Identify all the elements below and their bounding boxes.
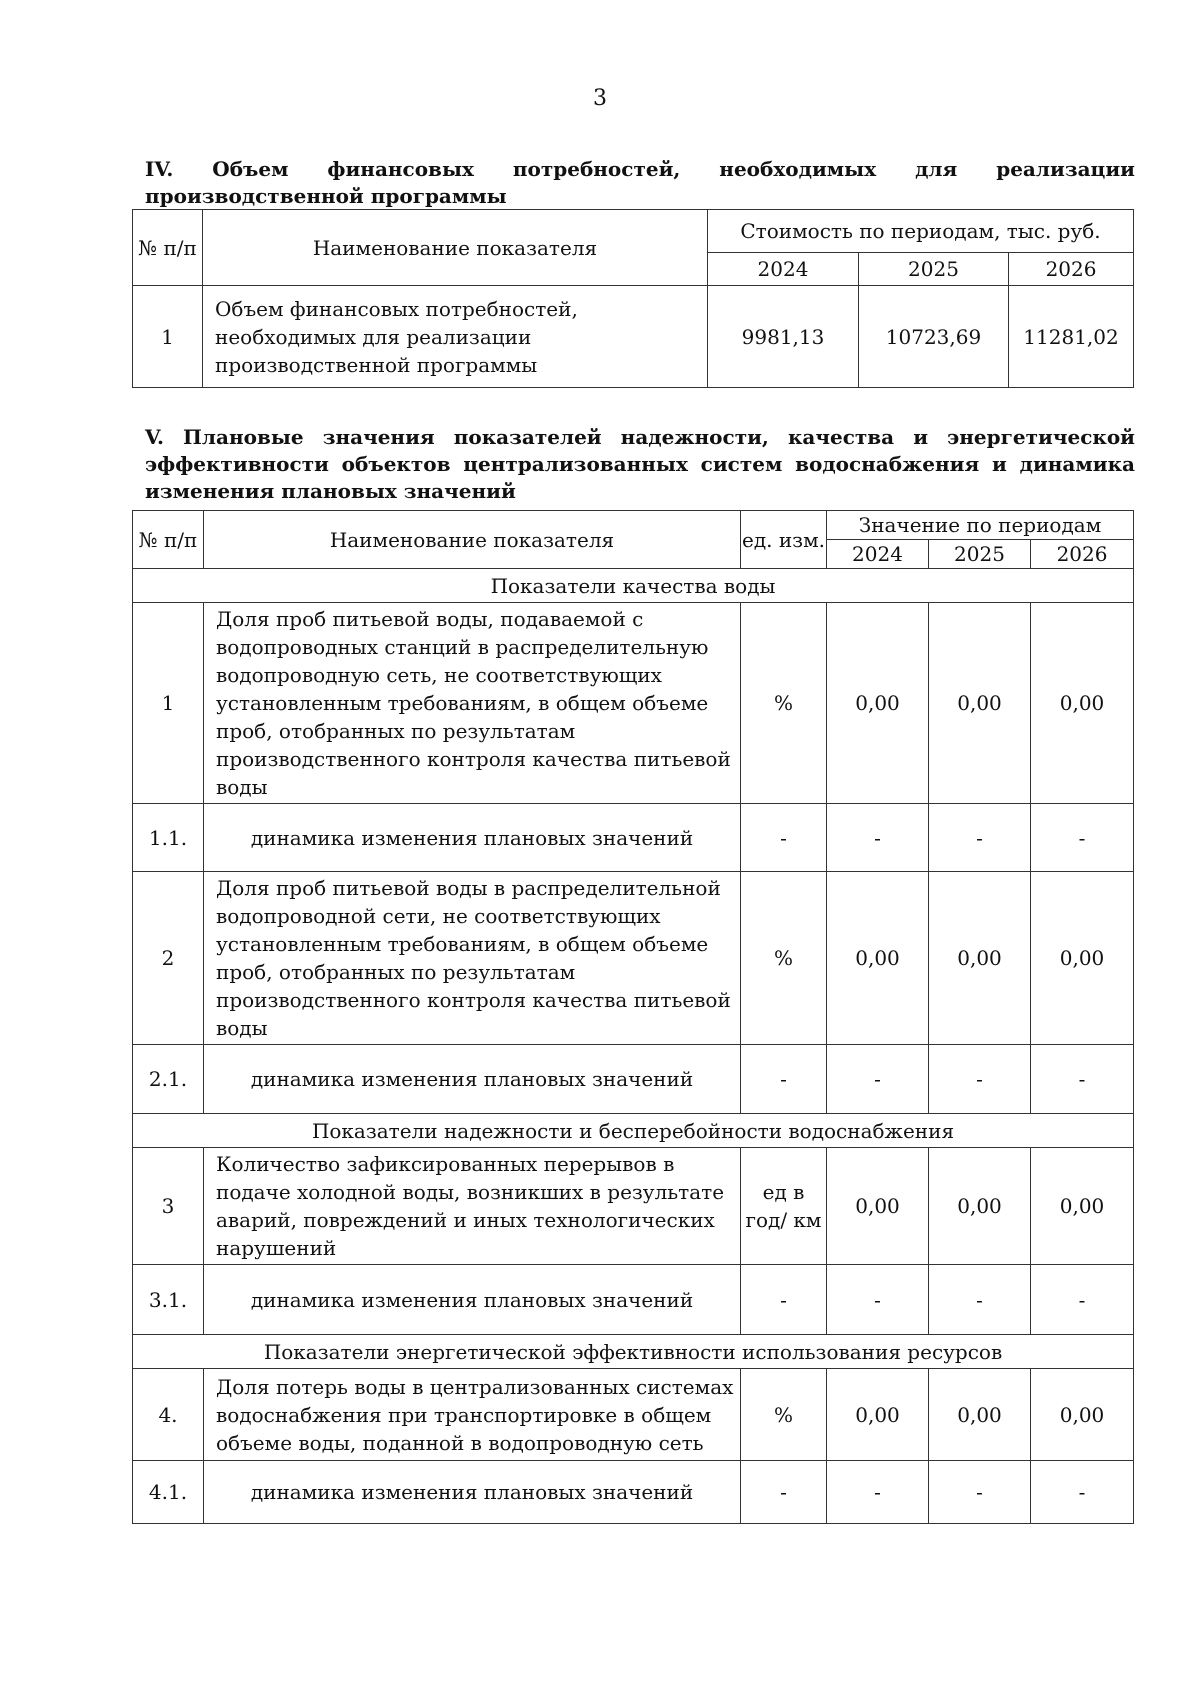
table-row [133,1461,1134,1524]
row-name: динамика изменения плановых значений [204,804,741,872]
section-4-title: IV. Объем финансовых потребностей, необходимых для реализации производственной программы [145,157,1135,208]
row-value: 0,00 [1031,872,1134,1045]
row-value: 9981,13 [708,286,859,388]
row-value: 11281,02 [1009,286,1134,388]
header-year: 2024 [827,540,929,569]
header-year: 2025 [859,253,1009,286]
row-value: - [827,1461,929,1524]
header-value-group: Значение по периодам [827,511,1134,540]
header-unit: ед. изм. [741,511,827,569]
row-value: 0,00 [827,1369,929,1461]
row-unit: % [741,1369,827,1461]
row-value: - [827,1045,929,1114]
group-row [133,569,1134,603]
table-row [133,1369,1134,1461]
row-num: 1 [133,286,203,388]
row-name: Количество зафиксированных перерывов в подаче холодной воды, возникших в результате аварий, повреждений и иных технологических нарушений [204,1148,741,1265]
page-number: 3 [593,86,607,111]
header-cost-group: Стоимость по периодам, тыс. руб. [708,210,1134,253]
row-num: 1.1. [133,804,204,872]
row-value: - [1031,1045,1134,1114]
section-5-title: V. Плановые значения показателей надежности, качества и энергетической эффективности объектов централизованных систем водоснабжения и динамика изменения плановых значений [145,425,1135,503]
row-value: - [929,804,1031,872]
header-name: Наименование показателя [203,210,708,286]
row-name: Доля проб питьевой воды в распределительной водопроводной сети, не соответствующих установленным требованиям, в общем объеме проб, отобранных по результатам производственного контроля качества питьевой воды [204,872,741,1045]
row-value: - [1031,1265,1134,1335]
header-num: № п/п [133,210,203,286]
group-row [133,1335,1134,1369]
table-row [133,1265,1134,1335]
row-name: Доля потерь воды в централизованных системах водоснабжения при транспортировке в общем объеме воды, поданной в водопроводную сеть [204,1369,741,1461]
row-name: динамика изменения плановых значений [204,1461,741,1524]
row-value: 0,00 [827,1148,929,1265]
row-unit: - [741,1265,827,1335]
row-value: 0,00 [1031,603,1134,804]
row-value: 0,00 [1031,1148,1134,1265]
row-value: - [929,1265,1031,1335]
row-num: 4.1. [133,1461,204,1524]
row-num: 3.1. [133,1265,204,1335]
row-num: 4. [133,1369,204,1461]
row-num: 1 [133,603,204,804]
table-row [133,1045,1134,1114]
row-value: - [1031,804,1134,872]
financial-needs-table [132,209,1134,388]
group-row [133,1114,1134,1148]
row-value: 0,00 [929,603,1031,804]
row-unit: % [741,603,827,804]
row-unit: - [741,1045,827,1114]
row-value: - [827,804,929,872]
row-value: 10723,69 [859,286,1009,388]
table-row [133,872,1134,1045]
header-year: 2025 [929,540,1031,569]
row-num: 3 [133,1148,204,1265]
row-value: 0,00 [827,603,929,804]
table-row [133,603,1134,804]
row-value: - [929,1045,1031,1114]
row-name: Доля проб питьевой воды, подаваемой с водопроводных станций в распределительную водопроводную сеть, не соответствующих установленным требованиям, в общем объеме проб, отобранных по результатам производственного контроля качества питьевой воды [204,603,741,804]
row-unit: - [741,1461,827,1524]
row-value: 0,00 [827,872,929,1045]
group-title: Показатели энергетической эффективности использования ресурсов [133,1335,1134,1369]
row-value: 0,00 [1031,1369,1134,1461]
row-unit: % [741,872,827,1045]
row-value: 0,00 [929,1369,1031,1461]
table-row [133,286,1134,388]
table-row [133,804,1134,872]
table-row [133,1148,1134,1265]
row-num: 2.1. [133,1045,204,1114]
row-name: динамика изменения плановых значений [204,1265,741,1335]
row-value: - [827,1265,929,1335]
header-year: 2026 [1031,540,1134,569]
row-unit: - [741,804,827,872]
row-value: 0,00 [929,872,1031,1045]
header-num: № п/п [133,511,204,569]
group-title: Показатели качества воды [133,569,1134,603]
header-name: Наименование показателя [204,511,741,569]
row-name: динамика изменения плановых значений [204,1045,741,1114]
header-year: 2024 [708,253,859,286]
indicators-table [132,510,1134,1524]
row-value: - [1031,1461,1134,1524]
header-year: 2026 [1009,253,1134,286]
group-title: Показатели надежности и бесперебойности водоснабжения [133,1114,1134,1148]
row-num: 2 [133,872,204,1045]
row-name: Объем финансовых потребностей, необходимых для реализации производственной программы [203,286,708,388]
row-value: 0,00 [929,1148,1031,1265]
row-value: - [929,1461,1031,1524]
row-unit: ед в год/ км [741,1148,827,1265]
